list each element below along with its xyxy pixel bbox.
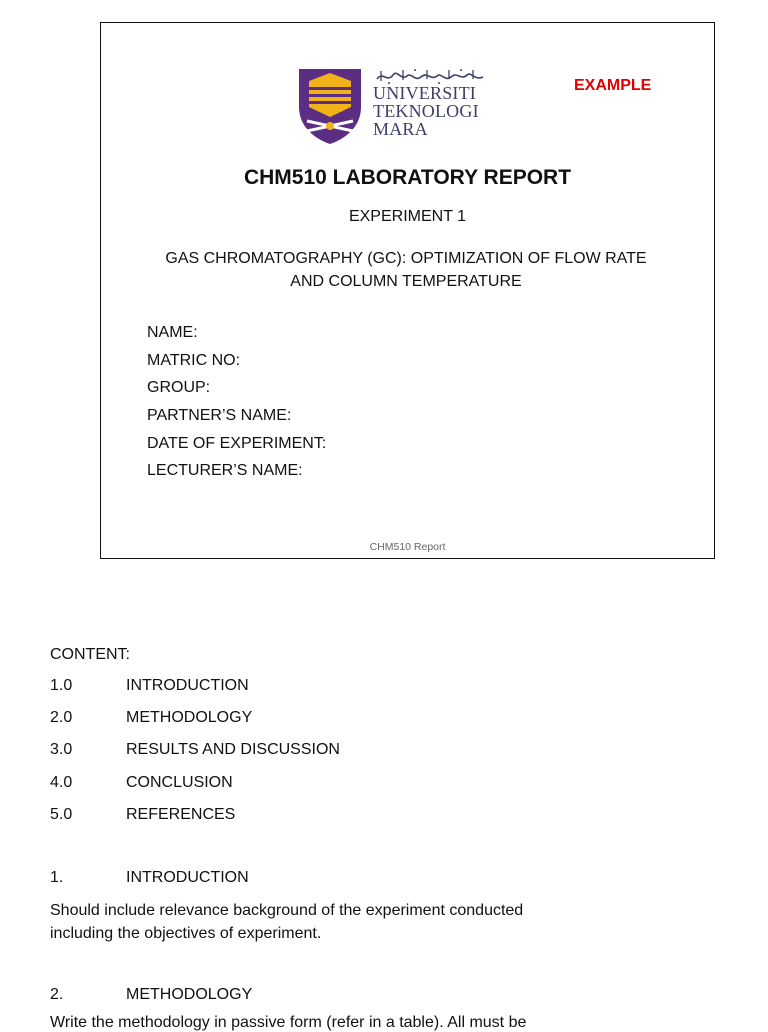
introduction-line-2: including the objectives of experiment. — [50, 925, 322, 942]
toc-item-number: 3.0 — [50, 741, 73, 759]
toc-item-title: CONCLUSION — [126, 773, 233, 791]
toc-item-title: INTRODUCTION — [126, 677, 249, 694]
toc-item-number: 1.0 — [50, 677, 73, 694]
report-title: CHM510 LABORATORY REPORT — [243, 166, 572, 189]
university-name-line-1: UNIVERSITI — [373, 83, 476, 103]
field-matric-no: MATRIC NO: — [147, 351, 241, 369]
field-lecturers-name: LECTURER’S NAME: — [147, 462, 303, 480]
uitm-logo — [297, 67, 497, 147]
section-title: INTRODUCTION — [126, 869, 249, 886]
methodology-paragraph-partial: Write the methodology in passive form (refer in a table). All must be — [50, 1014, 527, 1031]
university-name — [373, 84, 479, 138]
example-label: EXAMPLE — [574, 77, 652, 94]
cover-page — [100, 22, 715, 559]
university-name-line-2: TEKNOLOGI — [373, 101, 479, 121]
field-date-of-experiment: DATE OF EXPERIMENT: — [147, 434, 327, 452]
field-group: GROUP: — [147, 379, 211, 397]
toc-item-number: 2.0 — [50, 709, 73, 727]
toc-item-title: REFERENCES — [126, 805, 236, 823]
field-name: NAME: — [147, 324, 198, 341]
experiment-title-line-1: GAS CHROMATOGRAPHY (GC): OPTIMIZATION OF FLOW RATE — [165, 250, 647, 267]
experiment-title — [121, 247, 691, 293]
experiment-title-line-2: AND COLUMN TEMPERATURE — [290, 273, 522, 290]
toc-item-number: 4.0 — [50, 773, 73, 791]
introduction-paragraph — [50, 899, 610, 945]
uitm-shield-icon — [297, 67, 363, 145]
experiment-number: EXPERIMENT 1 — [348, 208, 467, 225]
section-title: METHODOLOGY — [126, 986, 253, 1003]
toc-item-title: RESULTS AND DISCUSSION — [126, 741, 340, 759]
field-partners-name: PARTNER’S NAME: — [147, 407, 292, 425]
section-number: 1. — [50, 869, 64, 886]
section-number: 2. — [50, 986, 64, 1003]
toc-item-number: 5.0 — [50, 805, 73, 823]
introduction-line-1: Should include relevance background of the experiment conducted — [50, 902, 524, 919]
toc-item-title: METHODOLOGY — [126, 709, 253, 727]
student-details — [147, 321, 326, 487]
cover-footer: CHM510 Report — [369, 541, 446, 553]
content-heading: CONTENT: — [50, 646, 130, 663]
university-name-line-3: MARA — [373, 119, 428, 139]
